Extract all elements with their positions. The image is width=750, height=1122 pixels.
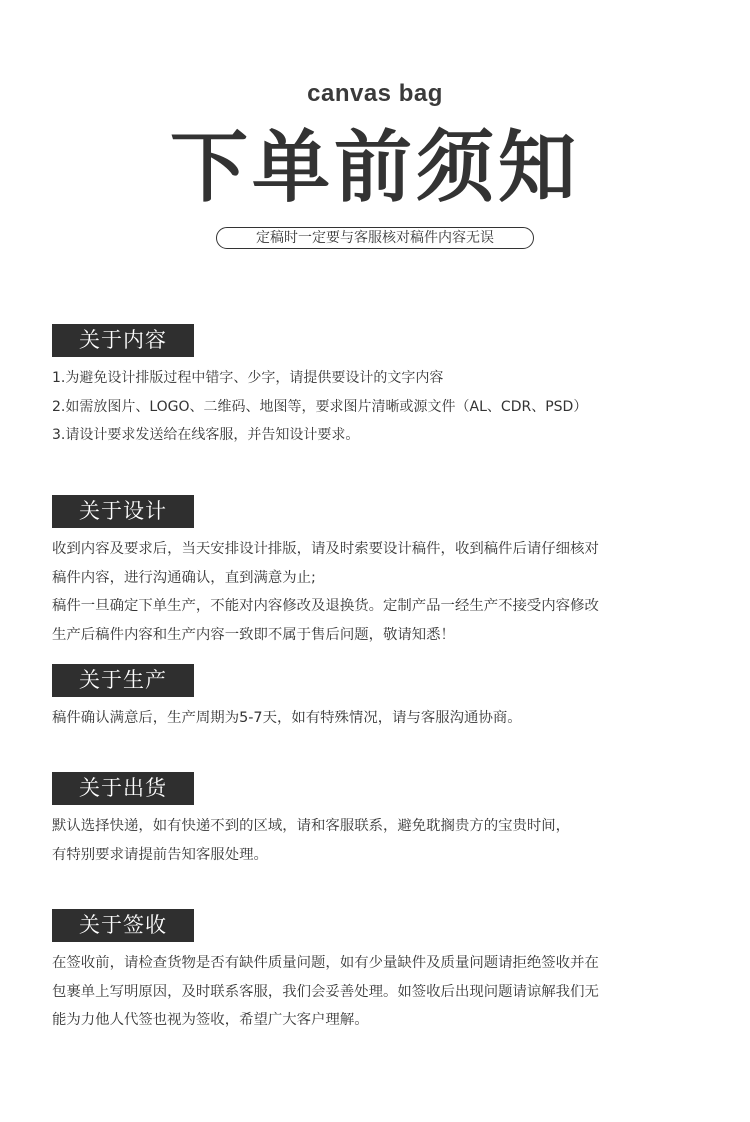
text-line: 包裹单上写明原因，及时联系客服，我们会妥善处理。如签收后出现问题请谅解我们无 [52,983,599,1000]
section-design [52,495,702,649]
section-label: 关于签收 [52,909,194,942]
section-production [52,664,702,733]
section-body [52,949,702,1035]
section-body [52,364,702,450]
section-body [52,704,702,733]
text-line: 能为力他人代签也视为签收，希望广大客户理解。 [52,1012,369,1028]
section-label: 关于出货 [52,772,194,805]
text-line: 2.如需放图片、LOGO、二维码、地图等，要求图片清晰或源文件（AL、CDR、PSD） [52,398,588,415]
text-line: 默认选择快递，如有快递不到的区域，请和客服联系，避免耽搁贵方的宝贵时间， [52,818,571,834]
text-line: 收到内容及要求后，当天安排设计排版，请及时索要设计稿件，收到稿件后请仔细核对 [52,541,599,557]
text-line: 在签收前，请检查货物是否有缺件质量问题，如有少量缺件及质量问题请拒绝签收并在 [52,955,599,971]
section-content [52,324,702,450]
section-body [52,535,702,649]
section-label: 关于内容 [52,324,194,357]
text-line: 稿件确认满意后，生产周期为5-7天，如有特殊情况，请与客服沟通协商。 [52,710,522,726]
text-line: 稿件一旦确定下单生产，不能对内容修改及退换货。定制产品一经生产不接受内容修改 [52,598,599,614]
text-line: 稿件内容，进行沟通确认，直到满意为止; [52,569,316,586]
section-receipt [52,909,702,1035]
section-label: 关于生产 [52,664,194,697]
subtitle: canvas bag [307,80,443,107]
text-line: 生产后稿件内容和生产内容一致即不属于售后问题，敬请知悉！ [52,626,455,643]
text-line: 3.请设计要求发送给在线客服，并告知设计要求。 [52,427,360,443]
section-label: 关于设计 [52,495,194,528]
section-shipping [52,772,702,869]
section-body [52,812,702,869]
text-line: 有特别要求请提前告知客服处理。 [52,846,268,863]
note-pill: 定稿时一定要与客服核对稿件内容无误 [216,227,534,249]
text-line: 1.为避免设计排版过程中错字、少字，请提供要设计的文字内容 [52,370,444,386]
page-title: 下单前须知 [169,123,580,213]
